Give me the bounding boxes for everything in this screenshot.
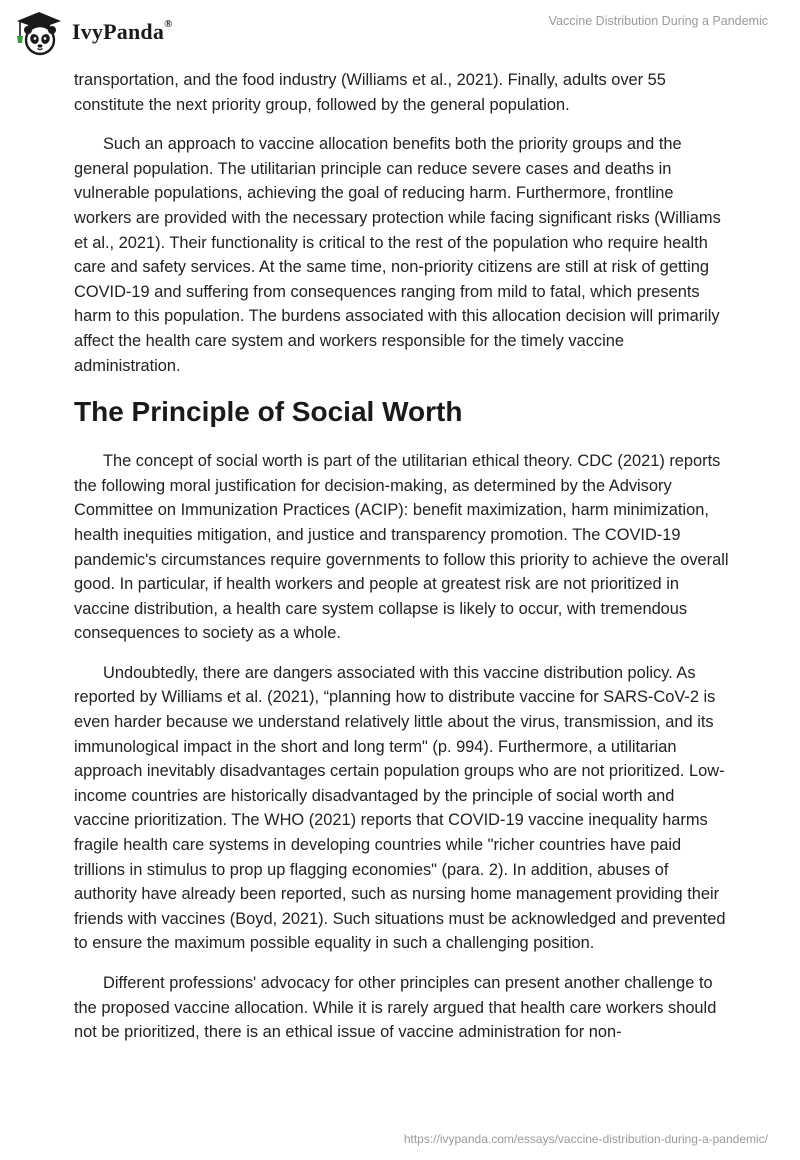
section-heading: The Principle of Social Worth (74, 396, 463, 428)
paragraph-dangers: Undoubtedly, there are dangers associated with this vaccine distribution policy. As reported by Williams et al. (2021), “planning how to distribute vaccine for SARS-CoV-2 is even harder because we understand relatively little about the virus, transmission, and its immunological impact in the short and long term" (p. 994). Furthermore, a utilitarian approach inevitably disadvantages certain population groups who are not prioritized. Low-income countries are historically disadvantaged by the principle of social worth and vaccine prioritization. The WHO (2021) reports that COVID-19 vaccine inequality harms fragile health care systems in developing countries while "richer countries have paid trillions in stimulus to prop up flagging economies" (para. 2). In addition, abuses of authority have already been reported, such as nursing home management providing their friends with vaccines (Boyd, 2021). Such situations must be acknowledged and prevented to ensure the maximum possible equality in such a challenging position. (74, 663, 726, 953)
document-title: Vaccine Distribution During a Pandemic (548, 14, 768, 28)
source-url[interactable]: https://ivypanda.com/essays/vaccine-distribution-during-a-pandemic/ (403, 1132, 768, 1146)
ivypanda-logo[interactable] (14, 10, 173, 56)
brand-text: IvyPanda (72, 19, 165, 44)
paragraph-professions: Different professions' advocacy for other principles can present another challenge to the proposed vaccine allocation. While it is rarely argued that health care workers should not be prioritized, there is an ethical issue of vaccine administration for non- (74, 974, 717, 1042)
page-header (0, 0, 800, 66)
paragraph-continuation: transportation, and the food industry (Williams et al., 2021). Finally, adults over 55 constitute the next priority group, followed by the general population. (74, 71, 666, 114)
essay-body (74, 68, 734, 1060)
paragraph-benefits: Such an approach to vaccine allocation benefits both the priority groups and the general population. The utilitarian principle can reduce severe cases and deaths in vulnerable populations, achieving the goal of reducing harm. Furthermore, frontline workers are provided with the necessary protection while facing significant risks (Williams et al., 2021). Their functionality is critical to the rest of the population who require health care and safety services. At the same time, non-priority citizens are still at risk of getting COVID-19 and suffering from consequences ranging from mild to fatal, which presents harm to this population. The burdens associated with this allocation decision will primarily affect the health care system and workers responsible for the timely vaccine administration. (74, 135, 721, 375)
registered-mark: ® (164, 17, 173, 30)
paragraph-social-worth: The concept of social worth is part of the utilitarian ethical theory. CDC (2021) reports the following moral justification for decision-making, as determined by the Advisory Committee on Immunization Practices (ACIP): benefit maximization, harm minimization, health inequities mitigation, and justice and transparency promotion. The COVID-19 pandemic's circumstances require governments to follow this priority to achieve the overall good. In particular, if health workers and people at greatest risk are not prioritized in vaccine distribution, a health care system collapse is likely to occur, with tremendous consequences to society as a whole. (74, 452, 729, 643)
panda-graduate-icon (14, 10, 64, 56)
brand-name (72, 19, 173, 45)
